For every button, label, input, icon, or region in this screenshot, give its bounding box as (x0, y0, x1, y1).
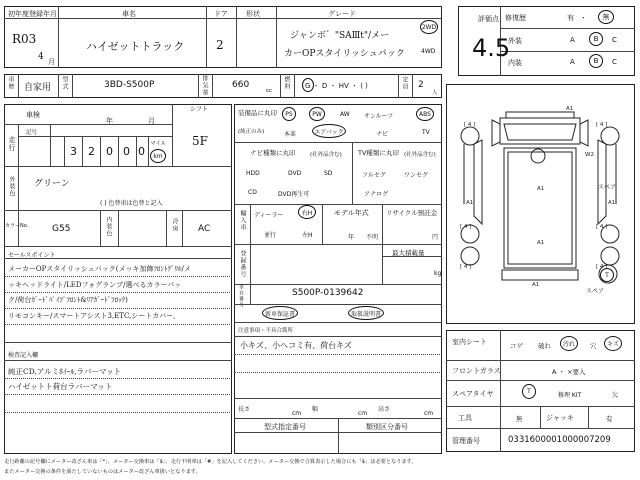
exterior-grade-a: A (570, 36, 575, 44)
mileage-digit-1: 3 (70, 145, 77, 158)
notes-text: 小キズ、小ヘコミ有、荷台キズ (240, 341, 352, 350)
svg-text:[ 4 ]: [ 4 ] (596, 122, 608, 128)
equip-ps-mark: PS (282, 107, 296, 121)
seat-ana: 穴 (590, 342, 597, 350)
svg-text:[ 4 ]: [ 4 ] (596, 264, 608, 270)
nav-hdd: HDD (246, 170, 260, 177)
model-name-label: 車名 (122, 10, 136, 18)
persons-unit: 人 (432, 90, 438, 96)
equip-airbag-mark: エアバック (312, 124, 346, 138)
tools-label: 工具 (458, 414, 472, 422)
seat-koge: コゲ (510, 342, 523, 350)
grade-line2: カーOPスタイリッシュパック (284, 49, 405, 59)
interior-grade-a: A (570, 58, 575, 66)
management-value: 0331600001000007209 (508, 435, 611, 445)
equipment-sublabel: (純正のみ) (238, 129, 265, 135)
category-value: 自家用 (24, 83, 52, 93)
shape-label: 形状 (246, 10, 260, 18)
repair-yes: 有 (567, 14, 574, 22)
inspection-month: 月 (148, 117, 155, 125)
color-note: ( ) 色替車は色替と記入 (100, 200, 163, 207)
length-label: 長さ (238, 406, 251, 413)
svg-text:[ 4 ]: [ 4 ] (464, 122, 476, 128)
mark-a1-bed: A1 (537, 186, 545, 192)
max-load-label: 最大積載量 (392, 249, 425, 257)
tv-type-sub: (社外品含む) (404, 152, 436, 158)
seat-yogore-mark: 汚れ (560, 336, 578, 351)
km-mark: km (150, 149, 166, 163)
model-year-unknown: 不明 (366, 234, 379, 241)
exterior-grade-b-mark: B (589, 32, 603, 46)
tv-type-label: TV種類に丸印 (358, 149, 399, 157)
cc-unit: cc (266, 88, 273, 94)
mile-label: マイル (150, 141, 167, 147)
footer-line-1: 走行距離の記号欄にメーター改ざん車は「*」、メーター交換車は「$」、走行不明車は「#」を記入してください。メーター交換で合算表示した場合にも「$」は必要となります。 (4, 459, 417, 465)
month-unit: 月 (48, 58, 55, 66)
shift-value: 5F (192, 134, 208, 148)
import-parallel: 並行 (264, 232, 277, 239)
notes-label: 注意事項・不具合箇所 (238, 328, 294, 334)
equip-aw: AW (340, 111, 350, 118)
interior-grade-b-mark: B (589, 54, 603, 68)
exterior-label: 外装 (508, 37, 522, 45)
equip-navi: ナビ (376, 131, 389, 138)
spare-tire-label: スペアタイヤ (452, 390, 494, 398)
equip-tv: TV (422, 129, 430, 136)
tv-oneseg: ワンセグ (404, 172, 429, 179)
mileage-record-label: 記号 (26, 130, 38, 136)
mark-w2: W2 (585, 152, 594, 158)
report-line-2: ハイゼットト荷台ラバーマット (8, 382, 113, 391)
spare-label-2: スペア (586, 288, 605, 295)
capacity-label: 定員 (401, 76, 408, 90)
import-label: 輸入車 (239, 210, 246, 231)
sales-points-label: セールスポイント (8, 252, 56, 259)
color-value: グリーン (34, 179, 70, 189)
report-line-1: 純正CD,アルミﾎｲｰﾙ,ラバーマット (8, 367, 122, 376)
interior-label: 内装 (508, 59, 522, 67)
drive-4wd: 4WD (421, 48, 436, 55)
category-label: 車歴 (7, 76, 14, 90)
capacity-value: 2 (418, 80, 424, 90)
grade-line1: ジャンボ゛"SAⅢt"/メー (290, 31, 390, 41)
equip-pw-mark: PW (309, 107, 325, 121)
mark-a1-left: A1 (466, 200, 474, 206)
fuel-label: 燃料 (283, 76, 290, 90)
mileage-label: 走行 (8, 136, 16, 152)
mark-a1-right: A1 (608, 200, 616, 206)
seat-label: 室内シート (452, 338, 487, 346)
vehicle-row (4, 74, 442, 98)
spare-missing: 欠 (612, 392, 619, 399)
type-label: 型式 (61, 76, 68, 90)
color-no-value: G55 (52, 224, 71, 234)
import-left: 左H (302, 232, 313, 239)
equip-leather: 本革 (284, 131, 297, 138)
chassis-value: S500P-0139642 (292, 288, 364, 298)
first-reg-value: R03 (12, 32, 37, 46)
score-value: 4.5 (472, 34, 511, 62)
recycle-yen: 円 (432, 234, 439, 241)
equipment-label: 装備品に丸印 (238, 109, 277, 117)
warranty-mark: 新車保証書 (262, 306, 298, 320)
tv-analog: アナログ (364, 191, 389, 198)
interior-grade-c: C (612, 58, 617, 66)
equip-abs-mark: ABS (416, 107, 434, 121)
sales-line-3: ク/荷台ｶﾞｰﾄﾞﾊﾟｲﾌﾟﾌﾛﾝﾄ&ﾘｱｶﾞｰﾄﾞﾌﾛｯｸ) (8, 296, 128, 304)
mileage-digit-4: 0 (123, 145, 130, 158)
mark-a1-rear: A1 (532, 282, 540, 288)
seat-kizu-mark: キズ (604, 336, 622, 351)
nav-dvd: DVD (288, 170, 302, 177)
color-no-label: カラーNo. (5, 223, 29, 229)
drive-2wd-mark: 2WD (420, 20, 438, 34)
management-label: 管理番号 (452, 437, 480, 445)
displacement-value: 660 (232, 80, 250, 90)
spare-label-1: スペア (598, 184, 617, 191)
inspection-year: 年 (106, 117, 113, 125)
equip-sunroof: サンルーフ (364, 113, 394, 120)
model-year-label: モデル年式 (334, 209, 369, 217)
import-dealer: ディーラー (254, 212, 284, 219)
seat-yabure: 破れ (538, 342, 551, 350)
mark-a1-top: A1 (566, 106, 574, 112)
registration-label: 登録番号 (239, 250, 246, 278)
doors-label: ドア (214, 10, 228, 18)
doors-value: 2 (216, 38, 224, 52)
sales-line-2: ッキヘッドライト/LEDフォグランプ/選べるカラーパッ (8, 281, 182, 289)
length-cm: cm (292, 410, 302, 417)
manual-mark: 取扱説明書 (348, 306, 384, 320)
class-label: 類別区分番号 (366, 423, 408, 431)
nav-type-label: ナビ種類に丸印 (250, 149, 296, 157)
first-reg-label: 初年度登録年月 (8, 10, 57, 18)
mileage-digit-2: 2 (88, 145, 95, 158)
model-year-unit: 年 (348, 234, 355, 241)
nav-type-sub: (社外品含む) (310, 152, 342, 158)
sales-line-1: メーカーOPスタイリッシュパック(メッキ加飾ﾌﾛﾝﾄｸﾞﾘﾙ/メ (8, 265, 191, 273)
fuel-g-mark (302, 78, 314, 92)
nav-sd: SD (324, 170, 333, 177)
sales-line-4: リモコンキー/スマートアシスト3,ETC,シートカバー、 (8, 312, 180, 320)
score-label: 評価点 (478, 15, 499, 23)
front-glass-options: A ・ ×要入 (552, 368, 586, 376)
exterior-grade-c: C (612, 36, 617, 44)
spare-repair-kit: 修理 KIT (558, 392, 582, 399)
tools-value: 無 (516, 415, 523, 423)
interior-color-label: 内装色 (105, 216, 112, 237)
mark-a1-bed-rear: A1 (537, 240, 545, 246)
front-glass-label: フロントガラス (452, 367, 501, 375)
aircon-value: AC (198, 224, 211, 234)
type-cert-label: 型式指定番号 (264, 423, 306, 431)
svg-text:[ 4 ]: [ 4 ] (460, 264, 472, 270)
nav-dvd-play: DVD再生可 (278, 191, 310, 198)
tv-fullseg: フルセグ (362, 172, 386, 179)
grade-label: グレード (328, 10, 356, 18)
svg-text:[ 4 ]: [ 4 ] (596, 224, 608, 230)
first-reg-month: 4 (38, 52, 44, 62)
repair-no-mark: 無 (598, 10, 614, 24)
car-diagram (446, 84, 635, 324)
footer-line-2: またメーター交換の条件を満たしていないものはメーター改ざん車扱いとなります。 (4, 469, 201, 475)
width-cm: cm (358, 410, 368, 417)
height-label: 高さ (378, 406, 391, 413)
model-name-value: ハイゼットトラック (86, 40, 185, 53)
nav-cd: CD (248, 189, 257, 196)
color-label: 外装色 (8, 176, 15, 197)
jack-label: ジャッキ (546, 414, 574, 422)
height-cm: cm (424, 410, 434, 417)
inspection-label: 車検 (26, 111, 40, 119)
spare-t-mark: T (522, 384, 536, 399)
import-right-mark: 右H (298, 205, 316, 219)
jack-value: 有 (606, 415, 613, 423)
aircon-label: 冷房 (171, 218, 178, 232)
max-load-kg: kg (434, 270, 442, 277)
repair-label: 修復歴 (505, 14, 526, 22)
spare-tire-mark: T (600, 268, 614, 282)
width-label: 幅 (312, 406, 319, 413)
svg-text:[ 4 ]: [ 4 ] (460, 224, 472, 230)
recycle-label: リサイクル預託金 (386, 209, 438, 217)
chassis-label: 車台番号 (238, 284, 244, 308)
inspector-report-label: 検査記入欄 (8, 352, 39, 359)
mileage-digit-3: 0 (106, 145, 113, 158)
fuel-options: G ・ D ・ HV ・ ( ) (305, 82, 368, 90)
displacement-label: 排気量 (201, 75, 208, 96)
type-value: 3BD-S500P (104, 80, 155, 90)
shift-label: シフト (190, 106, 209, 113)
mileage-digit-5: 0 (138, 145, 145, 158)
